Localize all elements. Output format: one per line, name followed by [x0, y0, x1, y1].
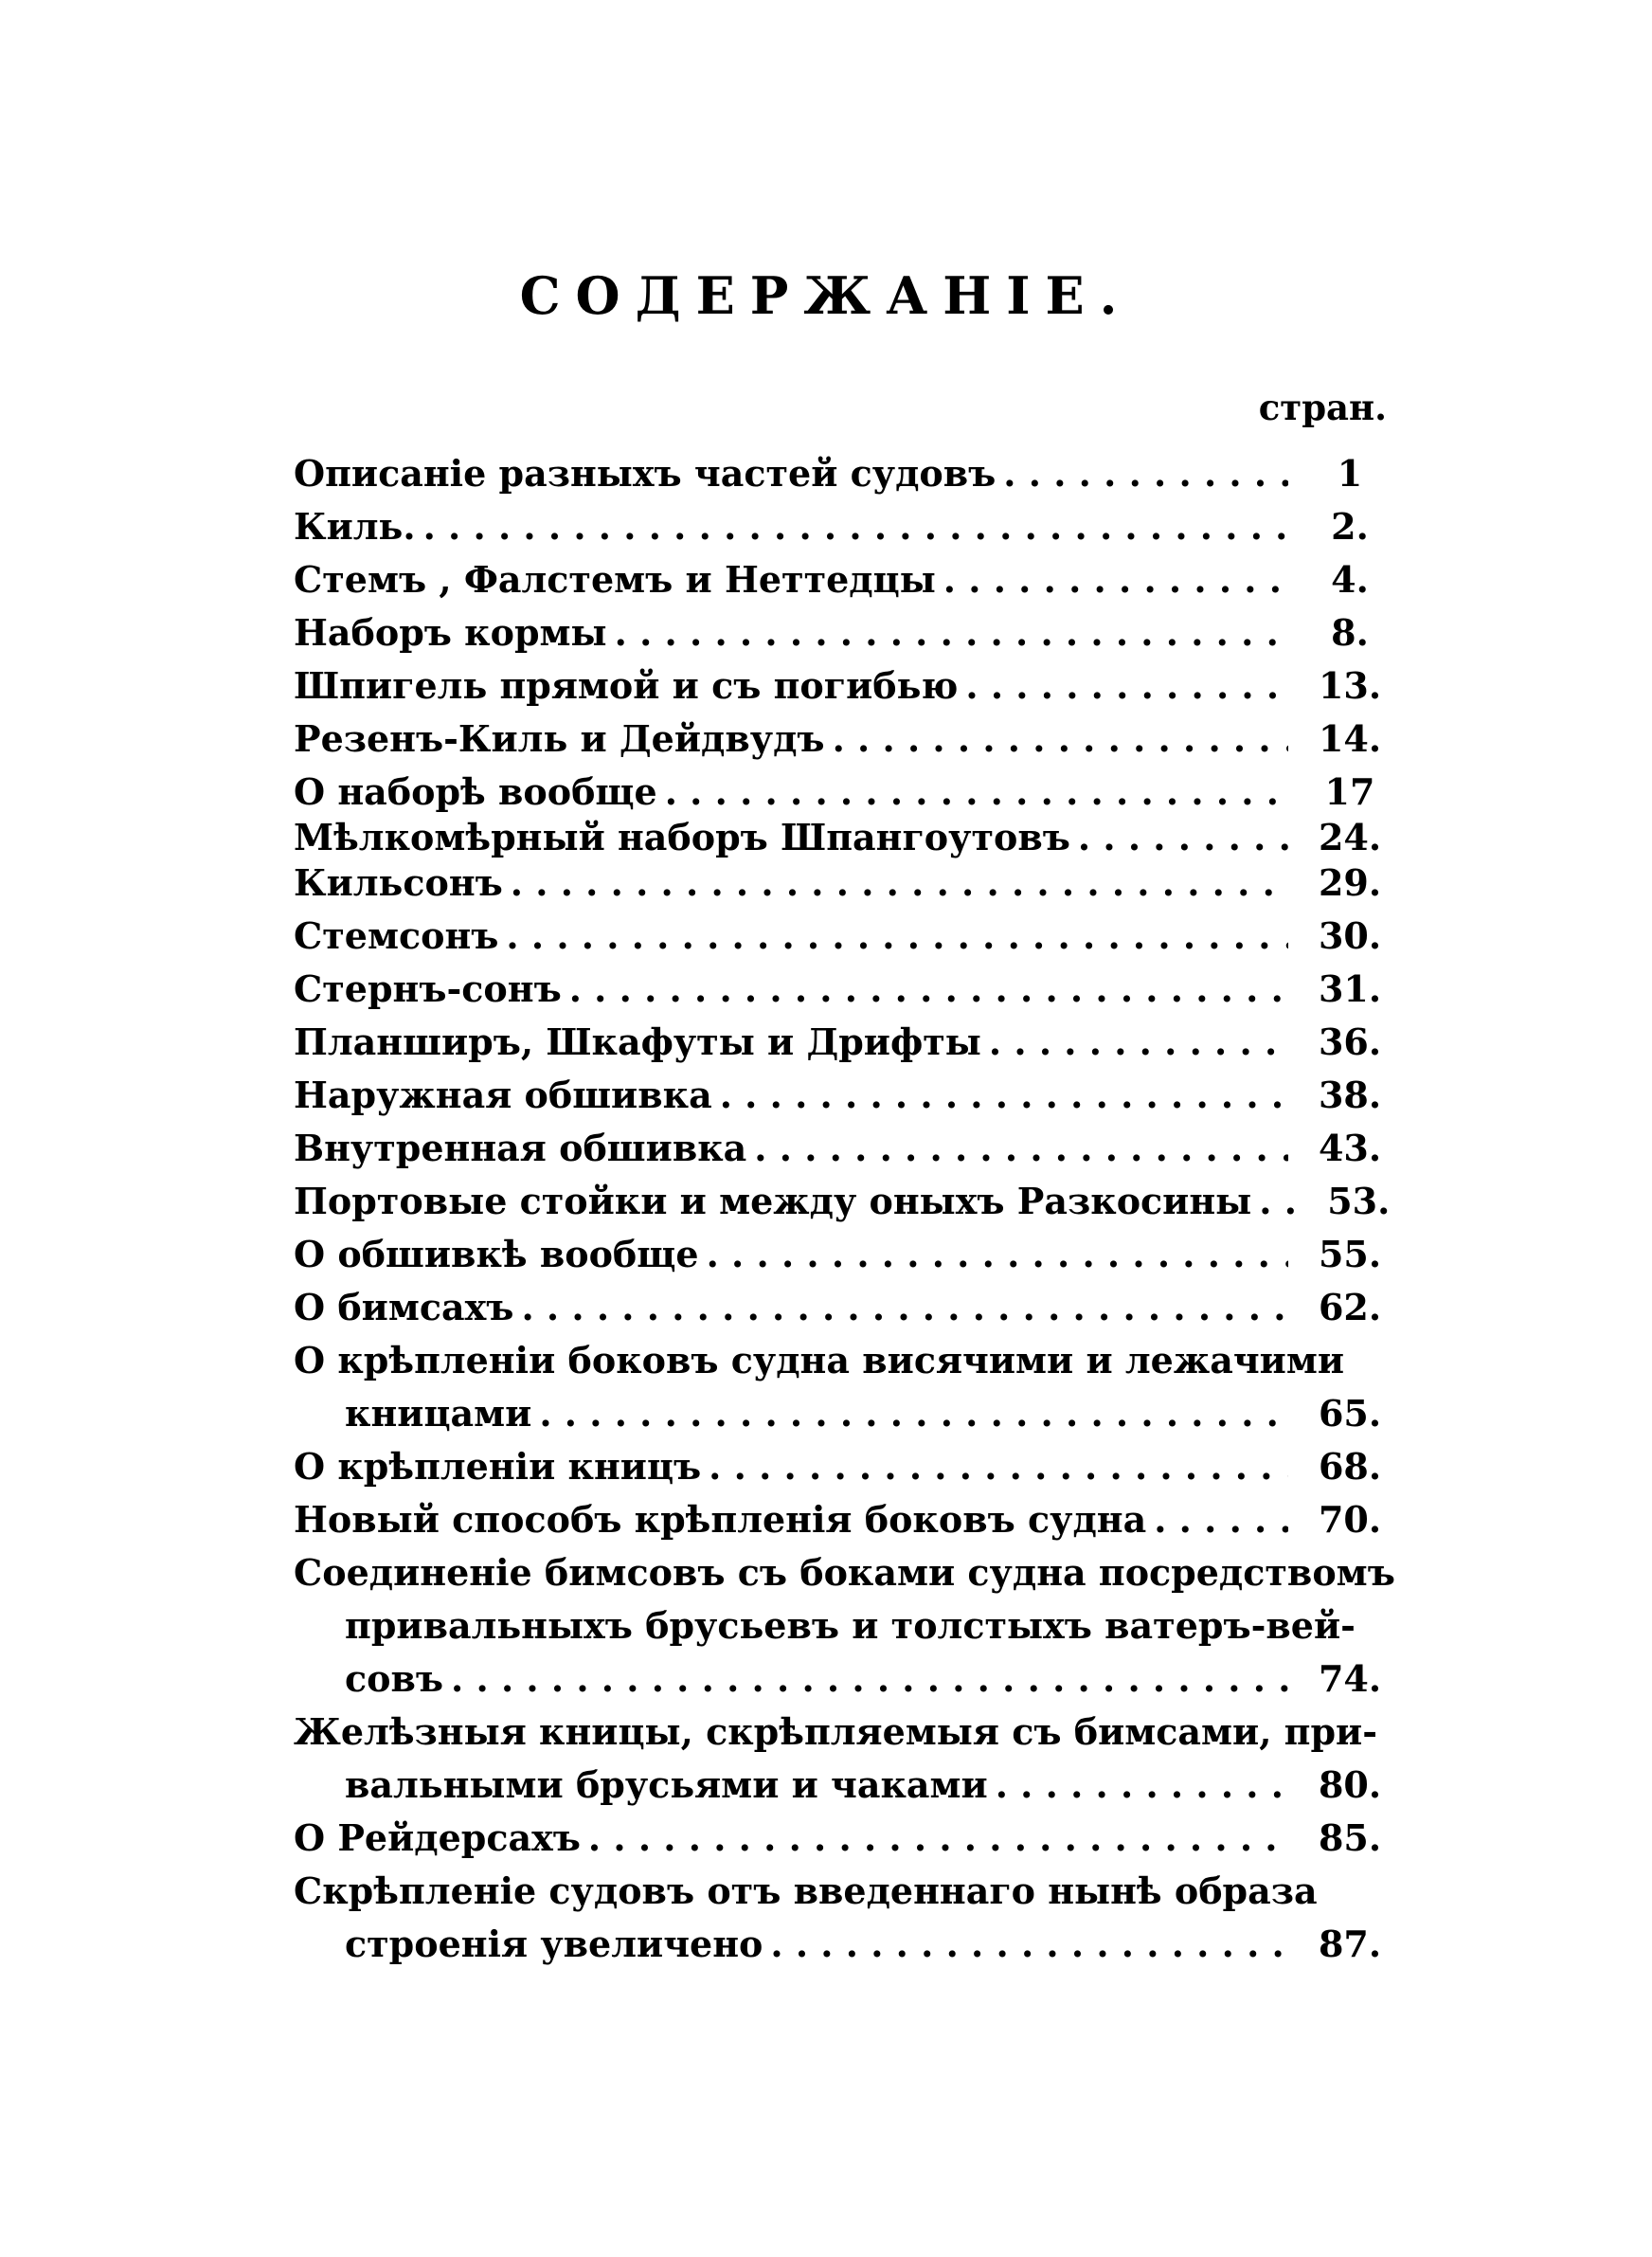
toc-entry	[294, 963, 1402, 1016]
toc-line	[294, 1440, 1402, 1493]
toc-page-number: 1	[1337, 452, 1363, 495]
toc-entry-title: кницами	[345, 1392, 532, 1435]
toc-entry	[294, 910, 1402, 963]
toc-entry-title: строенія увеличено	[345, 1923, 763, 1965]
toc-entry	[294, 1016, 1402, 1069]
toc-line	[294, 857, 1402, 910]
toc-entry	[294, 606, 1402, 659]
dot-leader	[615, 606, 1288, 659]
dot-leader	[569, 963, 1288, 1016]
toc-entry-title: вальными брусьями и чаками	[345, 1763, 988, 1806]
toc-line	[294, 1812, 1402, 1865]
toc-entry-title: Шпигель прямой и съ погибью	[294, 664, 959, 707]
toc-line	[294, 1493, 1402, 1546]
toc-page-number: 8.	[1331, 611, 1369, 654]
toc-line	[294, 659, 1402, 713]
toc-line	[294, 1759, 1402, 1812]
dot-leader	[506, 910, 1288, 963]
toc-entry	[294, 1865, 1402, 1971]
toc-page-number: 53.	[1327, 1180, 1391, 1222]
toc-entry	[294, 1812, 1402, 1865]
toc-line	[294, 1387, 1402, 1440]
toc-entry	[294, 500, 1402, 553]
toc-entry	[294, 1122, 1402, 1175]
toc-page-number: 30.	[1318, 914, 1382, 957]
toc-entry-title: Наборъ кормы	[294, 611, 607, 654]
toc-entry	[294, 1175, 1402, 1228]
toc-entry	[294, 447, 1402, 500]
toc-page-number: 85.	[1318, 1816, 1382, 1859]
toc-entry-title: О бимсахъ	[294, 1286, 514, 1328]
toc-entry-title: Скрѣпленіе судовъ отъ введеннаго нынѣ образа	[294, 1869, 1318, 1912]
toc-entry	[294, 1334, 1402, 1440]
toc-line	[294, 606, 1402, 659]
dot-leader	[539, 1387, 1288, 1440]
toc-entry-title: О крѣпленіи кницъ	[294, 1445, 702, 1488]
toc-entry-title: Кильсонъ	[294, 861, 503, 904]
toc-line	[294, 1228, 1402, 1281]
toc-entry	[294, 1228, 1402, 1281]
toc-entry	[294, 1440, 1402, 1493]
dot-leader	[720, 1069, 1288, 1122]
toc-entry	[294, 659, 1402, 713]
dot-leader	[996, 1759, 1288, 1812]
toc-entry	[294, 1281, 1402, 1334]
toc-entry	[294, 766, 1402, 819]
toc-page-number: 70.	[1318, 1498, 1382, 1541]
dot-leader	[511, 857, 1288, 910]
page-column-header: стран.	[1258, 387, 1387, 428]
toc-page-number: 87.	[1318, 1923, 1382, 1965]
toc-page-number: 43.	[1318, 1127, 1382, 1169]
toc-line	[294, 1652, 1402, 1706]
toc-page-number: 38.	[1318, 1074, 1382, 1116]
dot-leader	[989, 1016, 1288, 1069]
dot-leader	[943, 553, 1288, 606]
table-of-contents	[294, 447, 1402, 1971]
dot-leader	[709, 1440, 1288, 1493]
toc-entry-title: Стемсонъ	[294, 914, 499, 957]
dot-leader	[1003, 447, 1288, 500]
toc-entry-title: совъ	[345, 1657, 444, 1700]
dot-leader	[1154, 1493, 1288, 1546]
toc-page-number: 24.	[1318, 816, 1382, 858]
toc-entry-title: О Рейдерсахъ	[294, 1816, 581, 1859]
toc-page-number: 29.	[1318, 861, 1382, 904]
toc-entry-title: Портовые стойки и между оныхъ Разкосины	[294, 1180, 1252, 1222]
toc-page-number: 4.	[1331, 558, 1369, 601]
toc-line	[294, 1069, 1402, 1122]
toc-line	[294, 1281, 1402, 1334]
toc-page-number: 13.	[1318, 664, 1382, 707]
toc-entry-title: Резенъ-Киль и Дейдвудъ	[294, 717, 825, 760]
toc-entry-title: Планширъ, Шкафуты и Дрифты	[294, 1020, 981, 1063]
page-title: СОДЕРЖАНІЕ.	[519, 265, 1133, 326]
toc-line	[294, 1865, 1402, 1918]
toc-page-number: 74.	[1318, 1657, 1382, 1700]
toc-entry	[294, 553, 1402, 606]
toc-page-number: 65.	[1318, 1392, 1382, 1435]
toc-line	[294, 553, 1402, 606]
toc-page-number: 2.	[1331, 505, 1369, 548]
toc-line	[294, 766, 1402, 819]
toc-line	[294, 1599, 1402, 1652]
toc-line	[294, 1334, 1402, 1387]
toc-entry-title: привальныхъ брусьевъ и толстыхъ ватеръ-вей-	[345, 1604, 1356, 1647]
toc-entry	[294, 857, 1402, 910]
dot-leader	[451, 1652, 1288, 1706]
toc-line	[294, 1706, 1402, 1759]
toc-page-number: 68.	[1318, 1445, 1382, 1488]
toc-line	[294, 910, 1402, 963]
toc-entry	[294, 1069, 1402, 1122]
toc-entry-title: О крѣпленіи боковъ судна висячими и лежачими	[294, 1339, 1345, 1381]
toc-line	[294, 1546, 1402, 1599]
toc-entry-title: О обшивкѣ вообще	[294, 1233, 699, 1275]
toc-line	[294, 1122, 1402, 1175]
toc-entry-title: Соединеніе бимсовъ съ боками судна посредствомъ	[294, 1551, 1395, 1594]
toc-entry-title: Наружная обшивка	[294, 1074, 712, 1116]
dot-leader	[588, 1812, 1288, 1865]
toc-line	[294, 500, 1402, 553]
toc-line	[294, 447, 1402, 500]
toc-entry	[294, 1546, 1402, 1706]
toc-entry-title: Желѣзныя кницы, скрѣпляемыя съ бимсами, при-	[294, 1710, 1378, 1753]
toc-line	[294, 1016, 1402, 1069]
toc-entry	[294, 1706, 1402, 1812]
dot-leader	[833, 713, 1288, 766]
toc-page-number: 17	[1324, 770, 1375, 813]
dot-leader	[707, 1228, 1288, 1281]
toc-page-number: 36.	[1318, 1020, 1382, 1063]
toc-page-number: 31.	[1318, 967, 1382, 1010]
toc-page-number: 14.	[1318, 717, 1382, 760]
toc-page-number: 80.	[1318, 1763, 1382, 1806]
toc-entry	[294, 1493, 1402, 1546]
toc-page-number: 62.	[1318, 1286, 1382, 1328]
toc-page-number: 55.	[1318, 1233, 1382, 1275]
toc-line	[294, 713, 1402, 766]
toc-entry-title: Новый способъ крѣпленія боковъ судна	[294, 1498, 1147, 1541]
toc-entry-title: Стернъ-сонъ	[294, 967, 562, 1010]
toc-entry-title: Стемъ , Фалстемъ и Неттедцы	[294, 558, 936, 601]
dot-leader	[965, 659, 1288, 713]
toc-entry	[294, 713, 1402, 766]
toc-entry	[294, 816, 1402, 858]
toc-entry-title: О наборѣ вообще	[294, 770, 657, 813]
toc-entry-title: Описаніе разныхъ частей судовъ	[294, 452, 997, 495]
dot-leader	[665, 766, 1288, 819]
toc-line	[294, 1175, 1402, 1228]
toc-line	[294, 816, 1402, 858]
toc-entry-title: Внутренная обшивка	[294, 1127, 747, 1169]
dot-leader	[1259, 1175, 1297, 1228]
toc-line	[294, 1918, 1402, 1971]
toc-entry-title: Киль.	[294, 505, 416, 548]
toc-entry-title: Мѣлкомѣрный наборъ Шпангоутовъ	[294, 816, 1070, 858]
dot-leader	[1078, 819, 1288, 857]
dot-leader	[770, 1918, 1288, 1971]
toc-line	[294, 963, 1402, 1016]
dot-leader	[423, 500, 1288, 553]
dot-leader	[754, 1122, 1288, 1175]
dot-leader	[521, 1281, 1288, 1334]
